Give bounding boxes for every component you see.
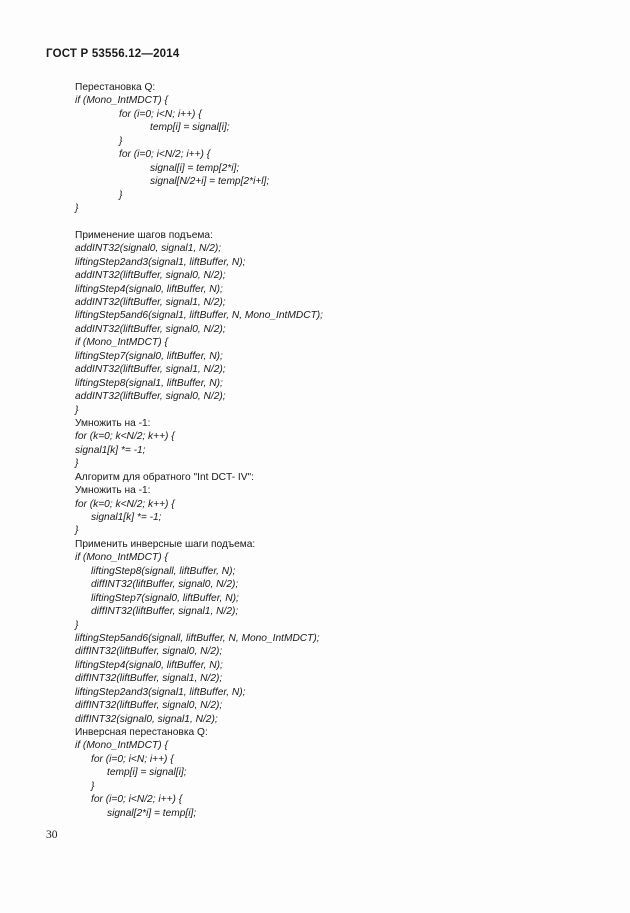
document-header: ГОСТ Р 53556.12—2014: [46, 48, 180, 60]
code-line: }: [75, 525, 79, 537]
code-line: for (k=0; k<N/2; k++) {: [75, 498, 175, 510]
code-line: for (i=0; i<N/2; i++) {: [119, 149, 211, 161]
code-line: if (Mono_IntMDCT) {: [75, 740, 168, 752]
code-line: diffINT32(liftBuffer, signal0, N/2);: [75, 646, 223, 658]
text-line: Применение шагов подъема:: [75, 229, 213, 241]
code-line: signal1[k] *= -1;: [75, 444, 146, 456]
text-line: Применить инверсные шаги подъема:: [75, 538, 256, 550]
code-line: }: [119, 135, 123, 147]
code-line: }: [75, 202, 79, 214]
code-line: temp[i] = signal[i];: [107, 767, 187, 779]
blank-line: [75, 215, 595, 228]
document-body: [75, 81, 595, 820]
code-line: for (i=0; i<N; i++) {: [119, 108, 202, 120]
code-line: addINT32(liftBuffer, signal1, N/2);: [75, 364, 226, 376]
text-line: Инверсная перестановка Q:: [75, 727, 208, 738]
code-line: diffINT32(liftBuffer, signal0, N/2);: [91, 579, 239, 591]
code-line: signal[N/2+i] = temp[2*i+l];: [150, 176, 270, 188]
code-line: signal1[k] *= -1;: [91, 512, 162, 523]
code-line: }: [91, 780, 95, 792]
code-line: diffINT32(liftBuffer, signal0, N/2);: [75, 700, 223, 712]
code-line: diffINT32(liftBuffer, signal1, N/2);: [75, 673, 223, 685]
code-line: liftingStep5and6(signall, liftBuffer, N, Mono_IntMDCT);: [75, 632, 320, 644]
code-line: diffINT32(liftBuffer, signal1, N/2);: [91, 606, 239, 618]
code-line: addINT32(signal0, signal1, N/2);: [75, 243, 222, 255]
code-line: addINT32(liftBuffer, signal1, N/2);: [75, 297, 226, 308]
code-line: addINT32(liftBuffer, signal0, N/2);: [75, 270, 226, 282]
code-line: signal[i] = temp[2*i];: [150, 162, 240, 174]
code-line: if (Mono_IntMDCT) {: [75, 552, 168, 564]
text-line: Умножить на -1:: [75, 485, 151, 497]
code-line: for (k=0; k<N/2; k++) {: [75, 431, 175, 443]
page-number: 30: [46, 829, 58, 841]
code-line: for (i=0; i<N/2; i++) {: [91, 794, 183, 806]
code-line: liftingStep8(signal1, liftBuffer, N);: [75, 377, 223, 389]
code-line: }: [75, 404, 79, 416]
code-line: liftingStep5and6(signal1, liftBuffer, N, Mono_IntMDCT);: [75, 310, 324, 322]
code-line: }: [75, 619, 79, 631]
code-line: }: [75, 458, 79, 470]
text-line: Умножить на -1:: [75, 417, 151, 429]
code-line: liftingStep2and3(signal1, liftBuffer, N);: [75, 256, 246, 268]
code-line: liftingStep8(signall, liftBuffer, N);: [91, 565, 236, 577]
code-line: liftingStep4(signal0, liftBuffer, N);: [75, 283, 223, 295]
code-line: liftingStep2and3(signal1, liftBuffer, N);: [75, 686, 246, 698]
code-line: if (Mono_IntMDCT) {: [75, 95, 168, 107]
code-line: addINT32(liftBuffer, signal0, N/2);: [75, 323, 226, 335]
code-line: liftingStep4(signal0, liftBuffer, N);: [75, 659, 223, 671]
code-line: diffINT32(signal0, signal1, N/2);: [75, 713, 218, 725]
code-line: addINT32(liftBuffer, signal0, N/2);: [75, 391, 226, 403]
code-line: }: [119, 189, 123, 201]
code-line: if (Mono_IntMDCT) {: [75, 337, 168, 349]
code-line: liftingStep7(signal0, liftBuffer, N);: [91, 592, 239, 604]
code-line: for (i=0; i<N; i++) {: [91, 753, 174, 765]
code-line: liftingStep7(signal0, liftBuffer, N);: [75, 350, 223, 362]
text-line: Перестановка Q:: [75, 82, 156, 93]
code-line: signal[2*i] = temp[i];: [107, 807, 197, 819]
code-line: temp[i] = signal[i];: [150, 122, 230, 134]
text-line: Алгоритм для обратного "Int DCT- IV":: [75, 471, 254, 483]
